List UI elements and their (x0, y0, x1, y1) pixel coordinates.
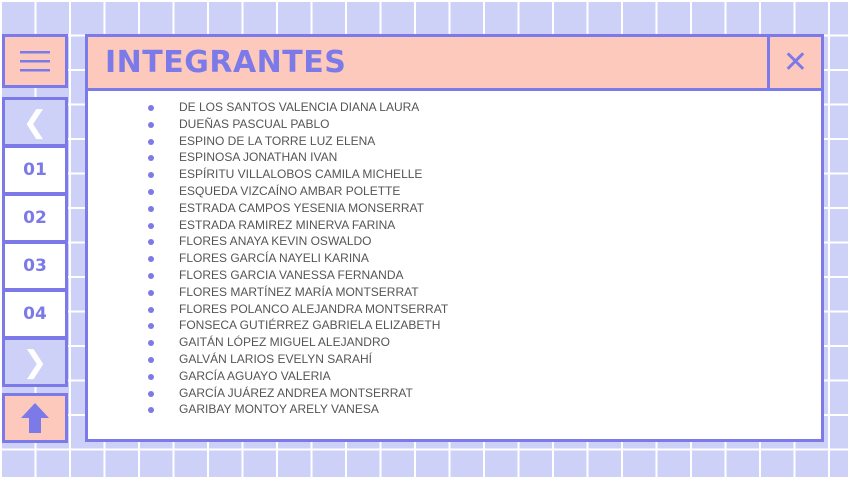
list-item: DUEÑAS PASCUAL PABLO (148, 116, 448, 133)
prev-button[interactable] (2, 97, 68, 147)
nav-item-03[interactable] (2, 241, 68, 291)
list-item: GARCÍA AGUAYO VALERIA (148, 368, 448, 385)
chevron-left-icon: ❮ (22, 104, 48, 140)
nav-item-label: 03 (23, 256, 47, 276)
list-item: FLORES GARCÍA NAYELI KARINA (148, 250, 448, 267)
list-item: ESQUEDA VIZCAÍNO AMBAR POLETTE (148, 183, 448, 200)
list-item: FLORES MARTÍNEZ MARÍA MONTSERRAT (148, 284, 448, 301)
list-item: DE LOS SANTOS VALENCIA DIANA LAURA (148, 99, 448, 116)
list-item: FLORES POLANCO ALEJANDRA MONTSERRAT (148, 301, 448, 318)
hamburger-menu-icon (19, 49, 51, 73)
list-item: ESPINO DE LA TORRE LUZ ELENA (148, 133, 448, 150)
close-icon: ✕ (782, 45, 809, 80)
member-list (148, 99, 448, 418)
menu-button[interactable] (2, 34, 68, 88)
close-button[interactable] (767, 37, 821, 88)
page-title: INTEGRANTES (105, 45, 347, 80)
list-item: GARIBAY MONTOY ARELY VANESA (148, 401, 448, 418)
nav-item-label: 01 (23, 160, 47, 180)
arrow-up-icon (20, 402, 50, 434)
nav-item-label: 02 (23, 208, 47, 228)
list-item: FLORES GARCIA VANESSA FERNANDA (148, 267, 448, 284)
nav-item-01[interactable] (2, 145, 68, 195)
list-item: ESPÍRITU VILLALOBOS CAMILA MICHELLE (148, 166, 448, 183)
list-item: FONSECA GUTIÉRREZ GABRIELA ELIZABETH (148, 317, 448, 334)
title-bar (88, 37, 821, 91)
list-item: GARCÍA JUÁREZ ANDREA MONTSERRAT (148, 385, 448, 402)
list-item: GAITÁN LÓPEZ MIGUEL ALEJANDRO (148, 334, 448, 351)
nav-item-04[interactable] (2, 289, 68, 339)
next-button[interactable] (2, 337, 68, 387)
list-item: GALVÁN LARIOS EVELYN SARAHÍ (148, 351, 448, 368)
list-item: FLORES ANAYA KEVIN OSWALDO (148, 233, 448, 250)
list-item: ESTRADA CAMPOS YESENIA MONSERRAT (148, 200, 448, 217)
list-item: ESTRADA RAMIREZ MINERVA FARINA (148, 217, 448, 234)
members-window (85, 34, 824, 442)
list-item: ESPINOSA JONATHAN IVAN (148, 149, 448, 166)
nav-item-label: 04 (23, 304, 47, 324)
scroll-top-button[interactable] (2, 393, 68, 443)
nav-item-02[interactable] (2, 193, 68, 243)
chevron-right-icon: ❯ (22, 344, 48, 380)
